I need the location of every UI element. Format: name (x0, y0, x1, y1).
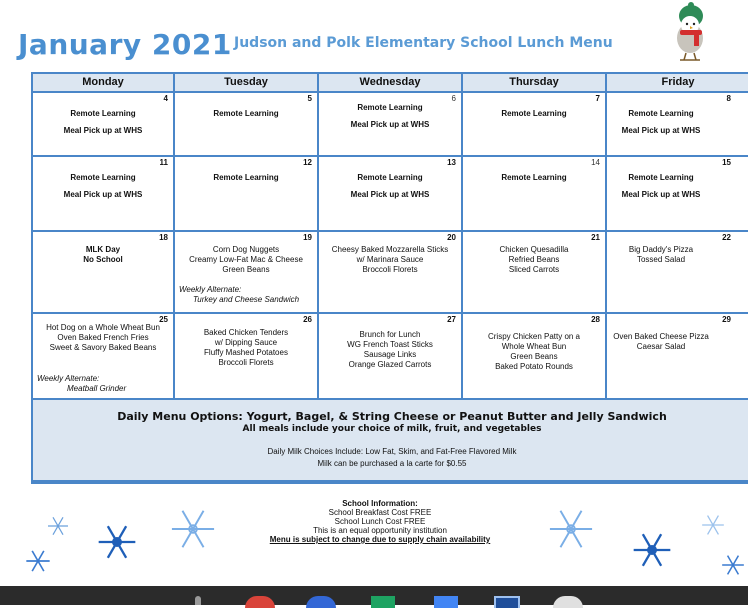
day-cell (175, 232, 319, 312)
day-number: 8 (726, 94, 731, 103)
day-cell (319, 232, 463, 312)
weekday-header: Tuesday (175, 74, 319, 91)
weekday-header: Thursday (463, 74, 607, 91)
snowflake-icon (548, 506, 594, 552)
milk-choices: Daily Milk Choices Include: Low Fat, Skim, and Fat-Free Flavored Milk (267, 447, 517, 456)
daily-options-panel (33, 400, 748, 482)
menu-item: Creamy Low-Fat Mac & Cheese (189, 255, 303, 264)
page-title: January 2021 (18, 28, 232, 61)
day-number: 29 (722, 315, 731, 324)
day-cell (33, 157, 175, 230)
menu-item: Crispy Chicken Patty on a (487, 332, 581, 341)
day-note: Remote Learning (628, 109, 694, 118)
week-row (33, 314, 748, 400)
daily-menu-options: Daily Menu Options: Yogurt, Bagel, & String Cheese or Peanut Butter and Jelly Sandwich (117, 410, 667, 423)
day-note: Remote Learning (501, 173, 567, 182)
day-note: Meal Pick up at WHS (63, 190, 143, 199)
day-cell (463, 232, 607, 312)
day-number: 5 (307, 94, 312, 103)
day-number: 6 (451, 94, 456, 103)
menu-item: Sausage Links (363, 350, 417, 359)
day-note: No School (83, 255, 123, 264)
equal-opportunity-note: This is an equal opportunity institution (313, 526, 447, 535)
menu-item: w/ Dipping Sauce (214, 338, 278, 347)
day-note: Remote Learning (213, 173, 279, 182)
day-number: 28 (591, 315, 600, 324)
weekly-alternate (37, 374, 126, 394)
school-info-heading: School Information: (342, 499, 418, 508)
day-number: 22 (722, 233, 731, 242)
day-note: Remote Learning (501, 109, 567, 118)
day-number: 14 (591, 158, 600, 167)
weekday-header-row (33, 74, 748, 93)
menu-calendar (31, 72, 748, 484)
weekday-header: Friday (607, 74, 748, 91)
day-cell (607, 93, 748, 155)
menu-item: WG French Toast Sticks (347, 340, 433, 349)
day-cell (175, 314, 319, 398)
day-note: Meal Pick up at WHS (350, 120, 430, 129)
menu-item: Baked Potato Rounds (495, 362, 573, 371)
menu-item: Brunch for Lunch (359, 330, 421, 339)
week-row (33, 232, 748, 314)
menu-item: Baked Chicken Tenders (203, 328, 289, 337)
menu-item: Broccoli Florets (362, 265, 418, 274)
gmail-icon[interactable] (245, 596, 275, 608)
day-cell (463, 157, 607, 230)
day-cell (319, 314, 463, 398)
day-cell (607, 157, 748, 230)
meet-icon[interactable] (306, 596, 336, 608)
breakfast-cost: School Breakfast Cost FREE (328, 508, 432, 517)
snowflake-icon (720, 552, 746, 578)
day-note: Meal Pick up at WHS (621, 126, 701, 135)
day-cell (175, 93, 319, 155)
bird-icon (668, 2, 714, 66)
alternate-label: Weekly Alternate: (37, 374, 100, 383)
milk-price-note: Milk can be purchased a la carte for $0.55 (317, 459, 467, 468)
snowflake-icon (170, 506, 216, 552)
menu-item: Refried Beans (508, 255, 560, 264)
day-number: 26 (303, 315, 312, 324)
day-note: Remote Learning (357, 103, 423, 112)
day-number: 18 (159, 233, 168, 242)
day-cell (463, 314, 607, 398)
day-cell (463, 93, 607, 155)
menu-item: Oven Baked Cheese Pizza (613, 332, 709, 341)
microphone-icon[interactable] (195, 596, 201, 605)
day-number: 15 (722, 158, 731, 167)
day-note: Meal Pick up at WHS (350, 190, 430, 199)
day-cell (33, 93, 175, 155)
day-note: Remote Learning (357, 173, 423, 182)
menu-item: Whole Wheat Bun (501, 342, 567, 351)
docs-icon[interactable] (434, 596, 458, 608)
menu-item: Cheesy Baked Mozzarella Sticks (331, 245, 449, 254)
day-number: 11 (159, 158, 168, 167)
menu-item: Green Beans (222, 265, 270, 274)
day-number: 20 (447, 233, 456, 242)
day-number: 13 (447, 158, 456, 167)
day-number: 12 (303, 158, 312, 167)
meal-includes-note: All meals include your choice of milk, fruit, and vegetables (242, 424, 542, 434)
chrome-icon[interactable] (553, 596, 583, 608)
day-cell (607, 232, 748, 312)
menu-item: Big Daddy's Pizza (628, 245, 694, 254)
day-note: Meal Pick up at WHS (621, 190, 701, 199)
day-number: 25 (159, 315, 168, 324)
day-number: 4 (163, 94, 168, 103)
weekly-alternate (179, 285, 299, 305)
day-number: 19 (303, 233, 312, 242)
snowflake-icon (700, 512, 726, 538)
weekday-header: Wednesday (319, 74, 463, 91)
snowflake-icon (632, 530, 672, 570)
page-subtitle: Judson and Polk Elementary School Lunch Menu (234, 35, 613, 51)
day-number: 27 (447, 315, 456, 324)
school-information (200, 499, 560, 544)
snowflake-icon (46, 514, 70, 538)
menu-item: Caesar Salad (636, 342, 686, 351)
lunch-cost: School Lunch Cost FREE (334, 517, 426, 526)
day-note: Remote Learning (213, 109, 279, 118)
day-note: Meal Pick up at WHS (63, 126, 143, 135)
menu-item: Oven Baked French Fries (57, 333, 149, 342)
day-note: Remote Learning (70, 109, 136, 118)
day-number: 21 (591, 233, 600, 242)
menu-item: Hot Dog on a Whole Wheat Bun (46, 323, 160, 332)
day-note: Remote Learning (70, 173, 136, 182)
snowflake-icon (97, 522, 137, 562)
menu-item: Broccoli Florets (218, 358, 274, 367)
snowflake-icon (24, 547, 52, 575)
menu-item: Sweet & Savory Baked Beans (49, 343, 157, 352)
menu-item: Chicken Quesadilla (499, 245, 569, 254)
calendar-app-icon[interactable] (494, 596, 520, 608)
menu-item: Corn Dog Nuggets (212, 245, 280, 254)
menu-item: Orange Glazed Carrots (348, 360, 432, 369)
alternate-label: Weekly Alternate: (179, 285, 242, 294)
day-cell (33, 314, 175, 398)
week-row (33, 93, 748, 157)
day-cell (33, 232, 175, 312)
weekday-header: Monday (33, 74, 175, 91)
day-note: MLK Day (85, 245, 121, 254)
menu-item: Fluffy Mashed Potatoes (204, 348, 288, 357)
day-cell (319, 157, 463, 230)
sheets-icon[interactable] (371, 596, 395, 608)
day-cell (175, 157, 319, 230)
menu-item: w/ Marinara Sauce (356, 255, 424, 264)
alternate-item: Turkey and Cheese Sandwich (193, 295, 300, 304)
alternate-item: Meatball Grinder (67, 384, 127, 393)
menu-change-notice: Menu is subject to change due to supply chain availability (269, 535, 491, 544)
day-note: Remote Learning (628, 173, 694, 182)
week-row (33, 157, 748, 232)
menu-item: Green Beans (510, 352, 558, 361)
menu-item: Sliced Carrots (508, 265, 560, 274)
day-number: 7 (595, 94, 600, 103)
day-cell (319, 93, 463, 155)
day-cell (607, 314, 748, 398)
menu-item: Tossed Salad (636, 255, 686, 264)
